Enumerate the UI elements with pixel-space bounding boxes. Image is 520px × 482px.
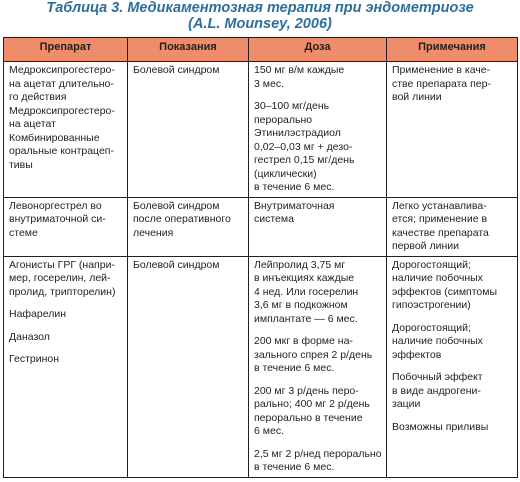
- cell-text: первой линии: [392, 240, 459, 252]
- header-row: [4, 38, 518, 62]
- cell-text: Агонисты ГРГ (напри-: [9, 258, 115, 271]
- block-gap: [9, 344, 123, 353]
- therapy-table: [3, 37, 518, 478]
- block-gap: [392, 313, 513, 322]
- header-notes: Примечания: [387, 38, 518, 62]
- cell-text: 200 мкг в форме на-: [254, 335, 353, 347]
- cell-text: мер, госерелин, лей-: [9, 272, 111, 284]
- cell-text: Нафарелин: [9, 308, 67, 320]
- table-row: [4, 62, 518, 198]
- cell-text: Применение в каче-: [392, 64, 491, 76]
- cell-text: в виде андрогени-: [392, 384, 481, 397]
- cell-text: эффектов: [392, 348, 442, 361]
- cell-notes: [387, 62, 518, 198]
- block-gap: [392, 412, 513, 421]
- cell-text: 150 мг в/м каждые: [254, 64, 345, 76]
- header-drug: Препарат: [4, 38, 128, 62]
- cell-text: гипоэстрогении): [392, 299, 471, 311]
- cell-text: стеме: [9, 226, 38, 239]
- cell-drug: [4, 256, 128, 477]
- cell-text: Гестринон: [9, 353, 60, 365]
- cell-text: внутриматочной си-: [9, 213, 106, 225]
- cell-text: 3 мес.: [254, 77, 284, 90]
- cell-text: эффектов (симптомы: [392, 285, 498, 298]
- cell-text: оральные контрацеп-: [9, 145, 114, 157]
- cell-text: Медроксипрогестеро-: [9, 104, 115, 117]
- cell-text: 3,6 мг в подкожном: [254, 299, 348, 311]
- cell-text: после оперативного: [133, 213, 231, 225]
- cell-indication: [128, 62, 249, 198]
- cell-text: Лейпролид 3,75 мг: [254, 258, 346, 271]
- cell-text: Внутриматочная: [254, 199, 335, 212]
- cell-text: стве препарата пер-: [392, 77, 491, 90]
- cell-text: на ацетат: [9, 118, 56, 130]
- cell-text: Комбинированные: [9, 131, 100, 144]
- caption-source: (A.L. Mounsey, 2006): [188, 16, 332, 32]
- cell-notes: [387, 197, 518, 256]
- table-row: [4, 197, 518, 256]
- cell-text: наличие побочных: [392, 335, 483, 347]
- cell-text: (циклически): [254, 167, 317, 180]
- cell-text: в инъекциях каждые: [254, 272, 355, 284]
- cell-drug: [4, 62, 128, 198]
- cell-text: Даназол: [9, 330, 50, 343]
- cell-text: 30–100 мг/день: [254, 100, 330, 112]
- cell-text: Этинилэстрадиол: [254, 127, 341, 139]
- cell-text: Побочный эффект: [392, 371, 483, 383]
- cell-text: 4 нед. Или госерелин: [254, 285, 359, 298]
- header-indication: Показания: [128, 38, 249, 62]
- cell-text: лечения: [133, 226, 174, 239]
- block-gap: [254, 91, 382, 100]
- cell-text: пролид, трипторелин): [9, 285, 116, 298]
- table-row: [4, 256, 518, 477]
- cell-text: в течение 6 мес.: [254, 362, 335, 374]
- cell-text: зального спрея 2 р/день: [254, 348, 373, 361]
- cell-text: в течение 6 мес.: [254, 461, 335, 473]
- cell-text: перорально: [254, 113, 313, 126]
- cell-notes: [387, 256, 518, 477]
- cell-text: Болевой синдром: [133, 199, 220, 212]
- cell-text: 6 мес.: [254, 425, 284, 437]
- cell-text: Медроксипрогестеро-: [9, 64, 115, 76]
- cell-text: 2,5 мг 2 р/нед перорально: [254, 447, 382, 460]
- block-gap: [9, 299, 123, 308]
- cell-text: тивы: [9, 158, 33, 171]
- block-gap: [254, 439, 382, 448]
- cell-text: Возможны приливы: [392, 420, 489, 433]
- cell-indication: [128, 256, 249, 477]
- cell-text: 0,02–0,03 мг + дезо-: [254, 140, 353, 153]
- cell-text: 200 мг 3 р/день перо-: [254, 384, 359, 397]
- cell-dose: [249, 62, 387, 198]
- cell-text: ется; применение в: [392, 213, 488, 225]
- table-body: [4, 62, 518, 478]
- block-gap: [9, 322, 123, 331]
- cell-text: гестрел 0,15 мг/день: [254, 154, 355, 166]
- header-dose: Доза: [249, 38, 387, 62]
- cell-text: го действия: [9, 91, 67, 103]
- cell-text: наличие побочных: [392, 272, 483, 284]
- cell-text: Дорогостоящий;: [392, 258, 471, 271]
- cell-text: Болевой синдром: [133, 64, 220, 76]
- cell-text: вой линии: [392, 91, 442, 103]
- cell-text: зации: [392, 398, 421, 410]
- cell-text: на ацетат длительно-: [9, 77, 114, 90]
- cell-text: рально; 400 мг 2 р/день: [254, 398, 370, 410]
- block-gap: [254, 326, 382, 335]
- table-caption: [0, 0, 520, 37]
- caption-title: Таблица 3. Медикаментозная терапия при эндометриозе: [46, 0, 474, 16]
- cell-text: качестве препарата: [392, 226, 489, 239]
- cell-text: Легко устанавлива-: [392, 199, 487, 212]
- block-gap: [254, 376, 382, 385]
- cell-drug: [4, 197, 128, 256]
- cell-text: Дорогостоящий;: [392, 321, 471, 334]
- cell-text: Болевой синдром: [133, 258, 220, 271]
- cell-dose: [249, 197, 387, 256]
- cell-indication: [128, 197, 249, 256]
- cell-text: в течение 6 мес.: [254, 181, 335, 193]
- block-gap: [392, 362, 513, 371]
- cell-text: перорально в течение: [254, 411, 363, 424]
- cell-text: система: [254, 213, 294, 225]
- cell-dose: [249, 256, 387, 477]
- cell-text: имплантате — 6 мес.: [254, 312, 358, 325]
- cell-text: Левоноргестрел во: [9, 199, 102, 212]
